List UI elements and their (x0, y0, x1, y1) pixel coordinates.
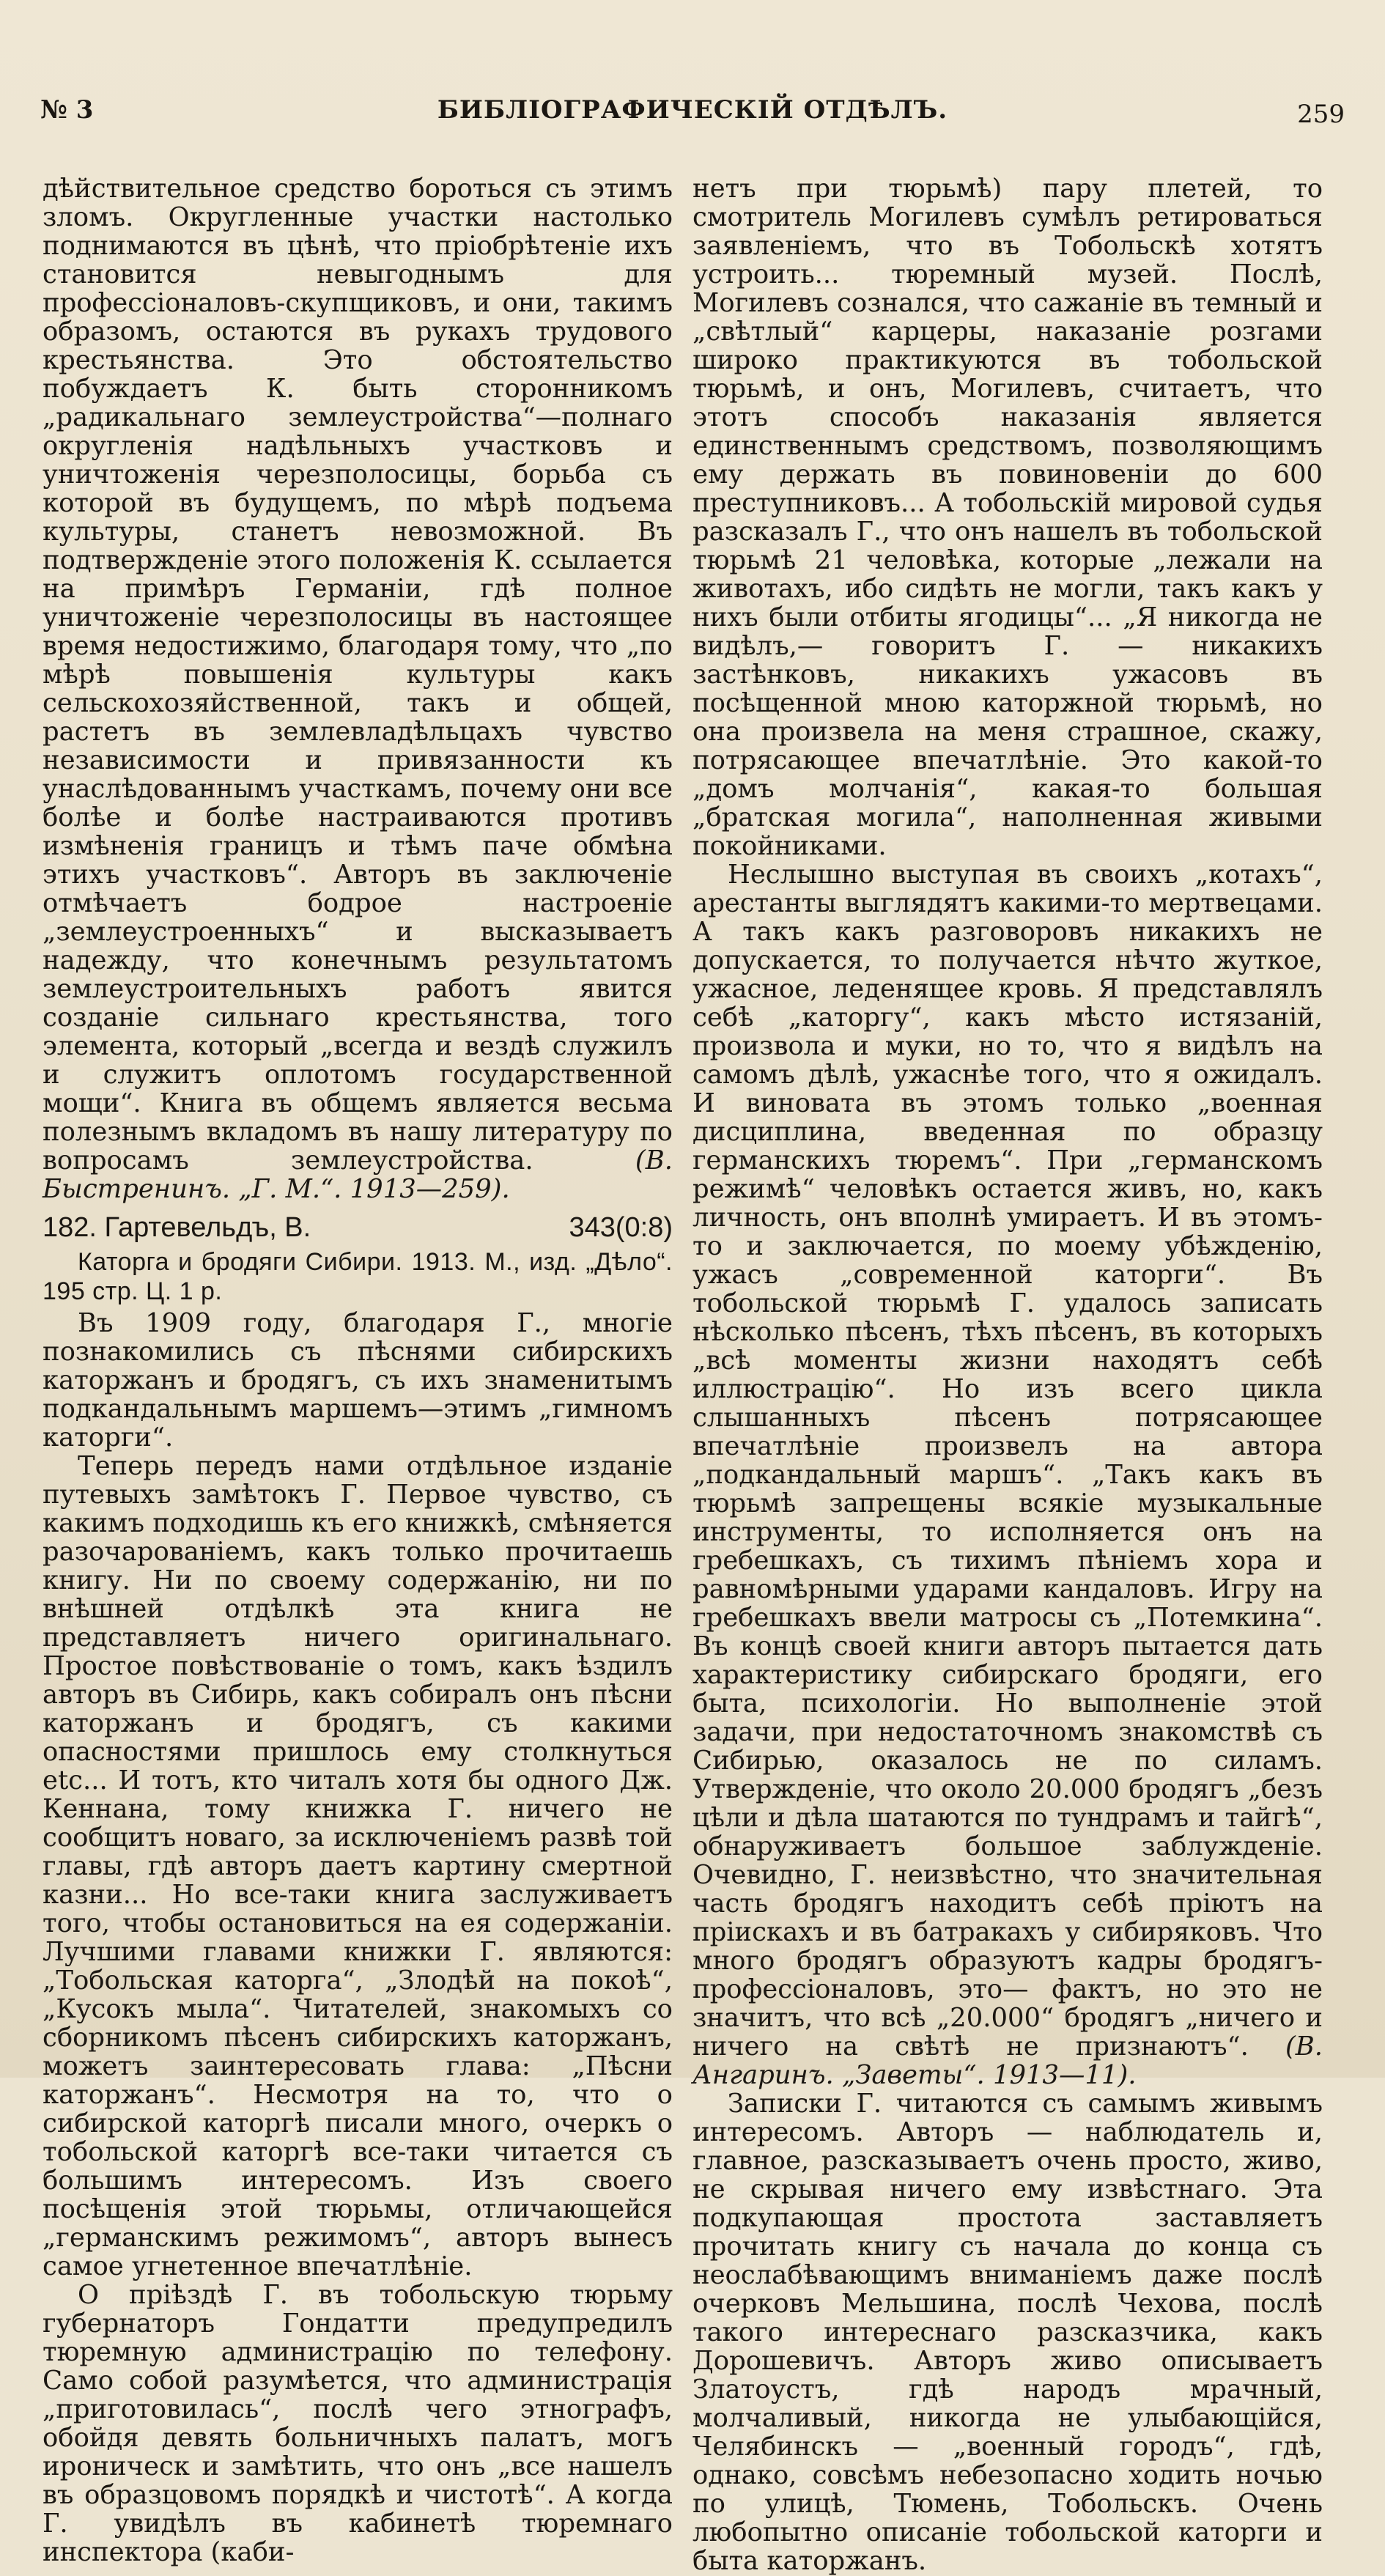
paragraph: дѣйствительное средство бороться съ этимъ зломъ. Округленные участки настолько поднимаются въ цѣнѣ, что пріобрѣтеніе ихъ становится невыгоднымъ для профессіоналовъ-скупщиковъ, и они, такимъ образомъ, остаются въ рукахъ трудового крестьянства. Это обстоятельство побуждаетъ К. быть сторонникомъ „радикальнаго землеустройства“—полнаго округленія надѣльныхъ участковъ и уничтоженія черезполосицы, борьба съ которой въ будущемъ, по мѣрѣ подъема культуры, станетъ невозможной. Въ подтвержденіе этого положенія К. ссылается на примѣръ Германіи, гдѣ полное уничтоженіе черезполосицы въ настоящее время недостижимо, благодаря тому, что „по мѣрѣ повышенія культуры какъ сельскохозяйственной, такъ и общей, растетъ въ землевладѣльцахъ чувство независимости и привязанности къ унаслѣдованнымъ участкамъ, почему они все болѣе и болѣе настраиваются противъ измѣненія границъ и тѣмъ паче обмѣна этихъ участковъ“. Авторъ въ заключеніе отмѣчаетъ бодрое настроеніе „землеустроенныхъ“ и высказываетъ надежду, что конечнымъ результатомъ землеустроительныхъ работъ явится созданіе сильнаго крестьянства, того элемента, который „всегда и вездѣ служилъ и служитъ оплотомъ государственной мощи“. Книга въ общемъ является весьма полезнымъ вкладомъ въ нашу литературу по вопросамъ землеустройства. (В. Быстренинъ. „Г. М.“. 1913—259). (43, 174, 673, 1204)
right-column (692, 174, 1323, 2575)
reviewer-reference: (В. Ангаринъ. „Заветы“. 1913—11). (692, 2031, 1323, 2090)
paragraph: Записки Г. читаются съ самымъ живымъ интересомъ. Авторъ — наблюдатель и, главное, разсказываетъ очень просто, живо, не скрывая ничего ему извѣстнаго. Эта подкупающая простота заставляетъ прочитать книгу съ начала до конца съ неослабѣвающимъ вниманіемъ даже послѣ очерковъ Мельшина, послѣ Чехова, послѣ такого интереснаго разсказчика, какъ Дорошевичъ. Авторъ живо описываетъ Златоустъ, гдѣ народъ мрачный, молчаливый, никогда не улыбающійся, Челябинскъ — „военный городъ“, гдѣ, однако, совсѣмъ небезопасно ходить ночью по улицѣ, Тюмень, Тобольскъ. Очень любопытно описаніе тобольской каторги и быта каторжанъ. (692, 2089, 1323, 2576)
issue-number: № 3 (40, 95, 94, 125)
entry-bibliographic-details: Каторга и бродяги Сибири. 1913. М., изд. „Дѣло“. 195 стр. Ц. 1 р. (43, 1248, 673, 1305)
page-header (40, 95, 1345, 139)
paragraph: О пріѣздѣ Г. въ тобольскую тюрьму губернаторъ Гондатти предупредилъ тюремную администрацію по телефону. Само собой разумѣется, что администрація „приготовилась“, послѣ чего этнографъ, обойдя девять больничныхъ палатъ, могъ ироническ и замѣтить, что онъ „все нашелъ въ образцовомъ порядкѣ и чистотѣ“. А когда Г. увидѣлъ въ кабинетѣ тюремнаго инспектора (каби- (43, 2280, 673, 2567)
paragraph: Въ 1909 году, благодаря Г., многіе познакомились съ пѣснями сибирскихъ каторжанъ и бродягъ, съ ихъ знаменитымъ подкандальнымъ маршемъ—этимъ „гимномъ каторги“. (43, 1308, 673, 1453)
paragraph: нетъ при тюрьмѣ) пару плетей, то смотритель Могилевъ сумѣлъ ретироваться заявленіемъ, что въ Тобольскѣ хотятъ устроить... тюремный музей. Послѣ, Могилевъ сознался, что сажаніе въ темный и „свѣтлый“ карцеры, наказаніе розгами широко практикуются въ тобольской тюрьмѣ, и онъ, Могилевъ, считаетъ, что этотъ способъ наказанія является единственнымъ средствомъ, позволяющимъ ему держать въ повиновеніи до 600 преступниковъ... А тобольскій мировой судья разсказалъ Г., что онъ нашелъ въ тобольской тюрьмѣ 21 человѣка, которые „лежали на животахъ, ибо сидѣть не могли, такъ какъ у нихъ были отбиты ягодицы“... „Я никогда не видѣлъ,— говоритъ Г. — никакихъ застѣнковъ, никакихъ ужасовъ въ посѣщенной мною каторжной тюрьмѣ, но она произвела на меня страшное, скажу, потрясающее впечатлѣніе. Это какой-то „домъ молчанія“, какая-то большая „братская могила“, наполненная живыми покойниками. (692, 174, 1323, 861)
left-column (43, 174, 673, 2566)
paragraph: Теперь передъ нами отдѣльное изданіе путевыхъ замѣтокъ Г. Первое чувство, съ какимъ подходишь къ его книжкѣ, смѣняется разочарованіемъ, какъ только прочитаешь книгу. Ни по своему содержанію, ни по внѣшней отдѣлкѣ эта книга не представляетъ ничего оригинальнаго. Простое повѣствованіе о томъ, какъ ѣздилъ авторъ въ Сибирь, какъ собиралъ онъ пѣсни каторжанъ и бродягъ, съ какими опасностями пришлось ему столкнуться etc... И тотъ, кто читалъ хотя бы одного Дж. Кеннана, тому книжка Г. ничего не сообщитъ новаго, за исключеніемъ развѣ той главы, гдѣ авторъ даетъ картину смертной казни... Но все-таки книга заслуживаетъ того, чтобы остановиться на ея содержаніи. Лучшими главами книжки Г. являются: „Тобольская каторга“, „Злодѣй на покоѣ“, „Кусокъ мыла“. Читателей, знакомыхъ со сборникомъ пѣсенъ сибирскихъ каторжанъ, можетъ заинтересовать глава: „Пѣсни каторжанъ“. Несмотря на то, что о сибирской каторгѣ писали много, очеркъ о тобольской каторгѣ все-таки читается съ большимъ интересомъ. Изъ своего посѣщенія этой тюрьмы, отличающейся „германскимъ режимомъ“, авторъ вынесъ самое угнетенное впечатлѣніе. (43, 1451, 673, 2281)
reviewer-reference: (В. Быстренинъ. „Г. М.“. 1913—259). (43, 1145, 673, 1204)
section-title: БИБЛІОГРАФИЧЕСКІЙ ОТДѢЛЪ. (437, 95, 948, 125)
entry-classification: 343(0:8) (569, 1212, 673, 1243)
page-number: 259 (1297, 100, 1345, 129)
entry-number-author: 182. Гартевельдъ, В. (43, 1212, 311, 1243)
bibliography-entry-heading (43, 1214, 673, 1244)
paragraph: Неслышно выступая въ своихъ „котахъ“, арестанты выглядятъ какими-то мертвецами. А такъ какъ разговоровъ никакихъ не допускается, то получается нѣчто жуткое, ужасное, леденящее кровь. Я представлялъ себѣ „каторгу“, какъ мѣсто истязаній, произвола и муки, но то, что я видѣлъ на самомъ дѣлѣ, ужаснѣе того, что я ожидалъ. И виновата въ этомъ только „военная дисциплина, введенная по образцу германскихъ тюремъ“. При „германскомъ режимѣ“ человѣкъ остается живъ, но, какъ личность, онъ вполнѣ умираетъ. И въ этомъ-то и заключается, по моему убѣжденію, ужасъ „современной каторги“. Въ тобольской тюрьмѣ Г. удалось записать нѣсколько пѣсенъ, тѣхъ пѣсенъ, въ которыхъ „всѣ моменты жизни находятъ себѣ иллюстрацію“. Но изъ всего цикла слышанныхъ пѣсенъ потрясающее впечатлѣніе произвелъ на автора „подкандальный маршъ“. „Такъ какъ въ тюрьмѣ запрещены всякіе музыкальные инструменты, то исполняется онъ на гребешкахъ, съ тихимъ пѣніемъ хора и равномѣрными ударами кандаловъ. Игру на гребешкахъ ввели матросы съ „Потемкина“. Въ концѣ своей книги авторъ пытается дать характеристику сибирскаго бродяги, его быта, психологіи. Но выполненіе этой задачи, при недостаточномъ знакомствѣ съ Сибирью, оказалось не по силамъ. Утвержденіе, что около 20.000 бродягъ „безъ цѣли и дѣла шатаются по тундрамъ и тайгѣ“, обнаруживаетъ большое заблужденіе. Очевидно, Г. неизвѣстно, что значительная часть бродягъ находитъ себѣ пріютъ на пріискахъ и въ батракахъ у сибиряковъ. Что много бродягъ образуютъ кадры бродягъ-профессіоналовъ, это— фактъ, но это не значитъ, что всѣ „20.000“ бродягъ „ничего и ничего на свѣтѣ не признаютъ“. (В. Ангаринъ. „Заветы“. 1913—11). (692, 860, 1323, 2090)
